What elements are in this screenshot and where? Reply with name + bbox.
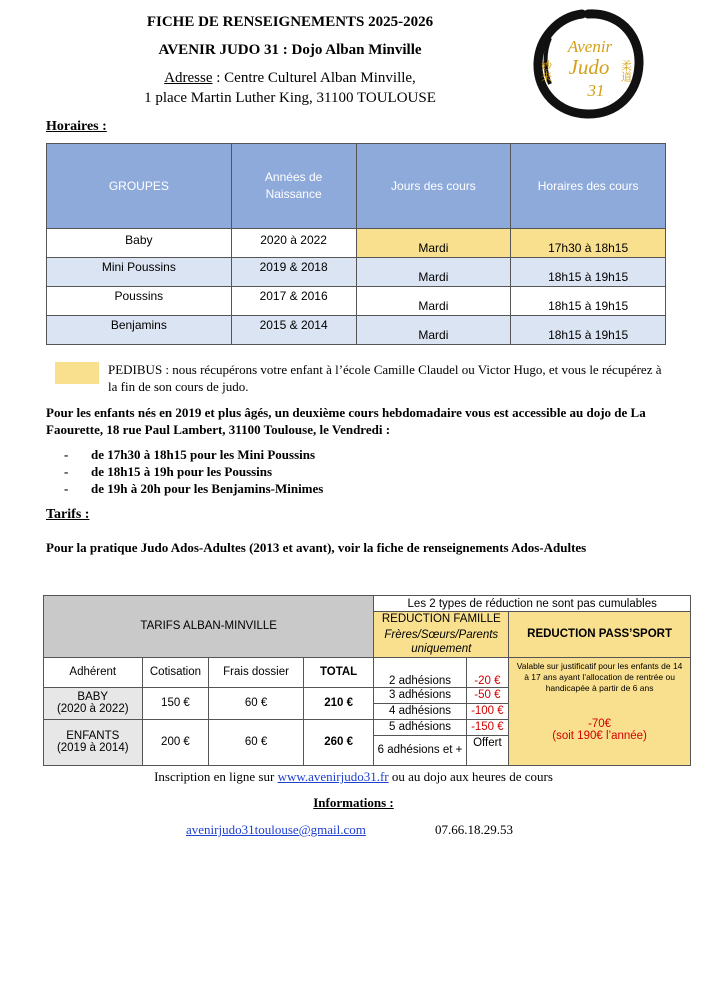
cotisation-cell: 150 € — [142, 687, 209, 719]
no-cumul-note: Les 2 types de réduction ne sont pas cumulables — [374, 596, 691, 612]
day-cell: Mardi — [356, 316, 511, 345]
time-cell: 18h15 à 19h15 — [511, 258, 666, 287]
list-item: - de 17h30 à 18h15 pour les Mini Poussins — [64, 446, 323, 463]
table-row — [47, 316, 666, 345]
passsport-value-year: (soit 190€ l’année) — [552, 729, 647, 742]
day-cell: Mardi — [356, 258, 511, 287]
address-line-1-text: : Centre Culturel Alban Minville, — [212, 70, 416, 86]
member-years: (2020 à 2022) — [56, 703, 129, 715]
group-cell: Benjamins — [47, 316, 232, 345]
website-link[interactable]: www.avenirjudo31.fr — [277, 769, 389, 784]
address-label: Adresse — [164, 70, 213, 86]
col-header-total: TOTAL — [303, 657, 374, 687]
cotisation-cell: 200 € — [142, 719, 209, 765]
header-groupes: GROUPES — [47, 144, 232, 229]
famille-label: 6 adhésions et + — [374, 735, 466, 765]
time-cell: 18h15 à 19h15 — [511, 316, 666, 345]
document-subtitle: AVENIR JUDO 31 : Dojo Alban Minville — [158, 42, 422, 58]
member-baby — [44, 687, 143, 719]
ados-adultes-note: Pour la pratique Judo Ados-Adultes (2013 et avant), voir la fiche de renseignements Ados-Adultes — [46, 540, 587, 555]
group-cell: Poussins — [47, 287, 232, 316]
years-cell: 2017 & 2016 — [231, 287, 356, 316]
contact-email — [186, 822, 366, 838]
total-cell: 210 € — [303, 687, 374, 719]
logo-text-line3: 31 — [587, 81, 605, 100]
col-header-cotisation: Cotisation — [142, 657, 209, 687]
frais-cell: 60 € — [209, 687, 303, 719]
famille-value: -100 € — [466, 703, 509, 719]
years-cell: 2020 à 2022 — [231, 229, 356, 258]
famille-label: 5 adhésions — [374, 719, 466, 735]
address-line-1 — [80, 70, 500, 87]
reduction-passsport-title: REDUCTION PASS’SPORT — [509, 612, 691, 658]
famille-label: 2 adhésions — [374, 657, 466, 687]
famille-label: 3 adhésions — [374, 687, 466, 703]
col-header-adherent: Adhérent — [44, 657, 143, 687]
tarifs-title: TARIFS ALBAN-MINVILLE — [44, 596, 374, 658]
table-row — [47, 287, 666, 316]
famille-value: -20 € — [466, 657, 509, 687]
avenir-judo-logo — [532, 8, 644, 120]
pedibus-note: PEDIBUS : nous récupérons votre enfant à l’école Camille Claudel ou Victor Hugo, et vous le récupérez à la fin de son cours de judo. — [108, 362, 662, 394]
list-item: - de 18h15 à 19h pour les Poussins — [64, 463, 323, 480]
passsport-note: Valable sur justificatif pour les enfants de 14 à 17 ans ayant l’allocation de rentrée ou handicapée à partir de 6 ans — [516, 660, 683, 693]
table-row — [47, 258, 666, 287]
member-enfants — [44, 719, 143, 765]
tarifs-row-top — [44, 596, 691, 612]
schedule-header-row — [47, 144, 666, 229]
table-row — [47, 229, 666, 258]
reduction-famille-subtitle: Frères/Sœurs/Parents uniquement — [374, 627, 509, 657]
header-horaires: Horaires des cours — [511, 144, 666, 229]
col-header-frais: Frais dossier — [209, 657, 303, 687]
years-cell: 2015 & 2014 — [231, 316, 356, 345]
header-jours: Jours des cours — [356, 144, 511, 229]
tarifs-col-header-row — [44, 657, 691, 687]
total-cell: 260 € — [303, 719, 374, 765]
famille-label: 4 adhésions — [374, 703, 466, 719]
years-cell: 2019 & 2018 — [231, 258, 356, 287]
second-course-paragraph: Pour les enfants nés en 2019 et plus âgés, un deuxième cours hebdomadaire vous est accessible au dojo de La Faourette, 18 rue Paul Lambert, 31100 Toulouse, le Vendredi : — [46, 405, 646, 437]
document-title: FICHE DE RENSEIGNEMENTS 2025-2026 — [146, 14, 434, 30]
inscription-text-after: ou au dojo aux heures de cours — [388, 769, 553, 784]
email-link[interactable]: avenirjudo31toulouse@gmail.com — [186, 822, 366, 837]
contact-phone: 07.66.18.29.53 — [435, 822, 513, 837]
logo-text-line2: Judo — [568, 55, 610, 79]
logo-kanji-left: 妙来 — [539, 60, 553, 82]
group-cell: Baby — [47, 229, 232, 258]
time-cell-pedibus: 17h30 à 18h15 — [511, 229, 666, 258]
address-line-2: 1 place Martin Luther King, 31100 TOULOUSE — [144, 90, 436, 106]
schedule-table — [46, 143, 666, 345]
frais-cell: 60 € — [209, 719, 303, 765]
tarifs-table — [43, 595, 691, 766]
list-item: - de 19h à 20h pour les Benjamins-Minimes — [64, 480, 323, 497]
day-cell: Mardi — [356, 287, 511, 316]
group-cell: Mini Poussins — [47, 258, 232, 287]
inscription-text-before: Inscription en ligne sur — [154, 769, 278, 784]
member-name: BABY — [77, 691, 109, 703]
reduction-famille-title: REDUCTION FAMILLE — [374, 612, 509, 628]
horaires-heading: Horaires : — [46, 119, 107, 134]
famille-value: -50 € — [466, 687, 509, 703]
logo-text-line1: Avenir — [567, 37, 613, 56]
member-years: (2019 à 2014) — [56, 742, 129, 754]
passsport-cell — [509, 657, 691, 765]
logo-kanji-right: 柔道 — [619, 60, 633, 82]
time-cell: 18h15 à 19h15 — [511, 287, 666, 316]
member-name: ENFANTS — [66, 730, 120, 742]
tarifs-heading: Tarifs : — [46, 507, 90, 522]
day-cell-pedibus: Mardi — [356, 229, 511, 258]
inscription-line — [0, 769, 707, 785]
header-annees: Années de Naissance — [231, 144, 356, 229]
pedibus-legend-swatch — [55, 362, 99, 384]
passsport-value: -70€ — [588, 717, 612, 730]
second-course-list — [64, 446, 323, 497]
famille-value: Offert — [466, 735, 509, 765]
famille-value: -150 € — [466, 719, 509, 735]
informations-heading: Informations : — [313, 795, 394, 810]
